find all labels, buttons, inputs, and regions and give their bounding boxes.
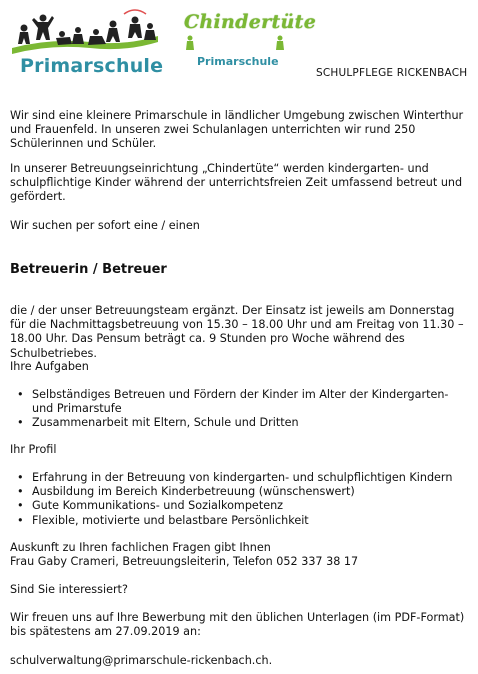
bullet-icon: •	[17, 471, 24, 484]
intro-paragraph-1: Wir sind eine kleinere Primarschule in ländlicher Umgebung zwischen Winterthur und Frauenfeld. In unseren zwei Schulanlagen unterrichten wir rund 250 Schülerinnen und Schüler.	[10, 109, 464, 151]
chindertuete-subtitle: Primarschule	[197, 55, 279, 68]
list-item: • Erfahrung in der Betreuung von kindergarten- und schulpflichtigen Kindern	[17, 471, 453, 484]
bullet-icon: •	[17, 513, 24, 527]
intro-paragraph-3: Wir suchen per sofort eine / einen	[10, 219, 200, 232]
list-item: • Selbständiges Betreuen und Fördern der Kinder im Alter der Kindergarten- und Primarstufe	[17, 388, 449, 416]
job-description: die / der unser Betreuungsteam ergänzt. Der Einsatz ist jeweils am Donnerstag für die Nachmittagsbetreuung von 15.30 – 18.00 Uhr und am Freitag von 11.30 – 18.00 Uhr. Das Pensum beträgt ca. 9 Stunden pro Woche während des Schulbetriebes.	[10, 304, 464, 360]
bullet-icon: •	[17, 499, 24, 513]
contact-line-2: Frau Gaby Crameri, Betreuungsleiterin, Telefon 052 337 38 17	[10, 555, 359, 568]
list-item: • Gute Kommunikations- und Sozialkompetenz	[17, 499, 284, 513]
profile-heading: Ihr Profil	[10, 443, 57, 456]
tasks-list	[10, 388, 465, 431]
bullet-icon: •	[17, 416, 24, 430]
chindertuete-kids-icon	[182, 34, 292, 74]
bullet-icon: •	[17, 485, 24, 499]
children-silhouettes-icon	[10, 8, 160, 58]
contact-line-1: Auskunft zu Ihren fachlichen Fragen gibt Ihnen	[10, 541, 271, 554]
primarschule-logo-text: Primarschule	[20, 55, 164, 77]
application-instructions: Wir freuen uns auf Ihre Bewerbung mit den üblichen Unterlagen (im PDF-Format) bis spätestens am 27.09.2019 an:	[10, 611, 465, 639]
list-item: • Ausbildung im Bereich Kinderbetreuung (wünschenswert)	[17, 485, 355, 499]
school-board-name: SCHULPFLEGE RICKENBACH	[316, 67, 468, 79]
tasks-heading: Ihre Aufgaben	[10, 360, 89, 373]
job-title: Betreuerin / Betreuer	[10, 262, 167, 277]
interest-question: Sind Sie interessiert?	[10, 583, 128, 596]
chindertuete-title: Chindertüte	[184, 11, 317, 33]
intro-paragraph-2: In unserer Betreuungseinrichtung „Chindertüte“ werden kindergarten- und schulpflichtige Kinder während der unterrichtsfreien Zeit umfassend betreut und gefördert.	[10, 162, 463, 204]
list-item: • Flexible, motivierte und belastbare Persönlichkeit	[17, 513, 309, 527]
profile-list	[10, 471, 465, 528]
list-item: • Zusammenarbeit mit Eltern, Schule und Dritten	[17, 416, 299, 430]
bullet-icon: •	[17, 388, 24, 401]
contact-email[interactable]: schulverwaltung@primarschule-rickenbach.ch.	[10, 654, 273, 667]
